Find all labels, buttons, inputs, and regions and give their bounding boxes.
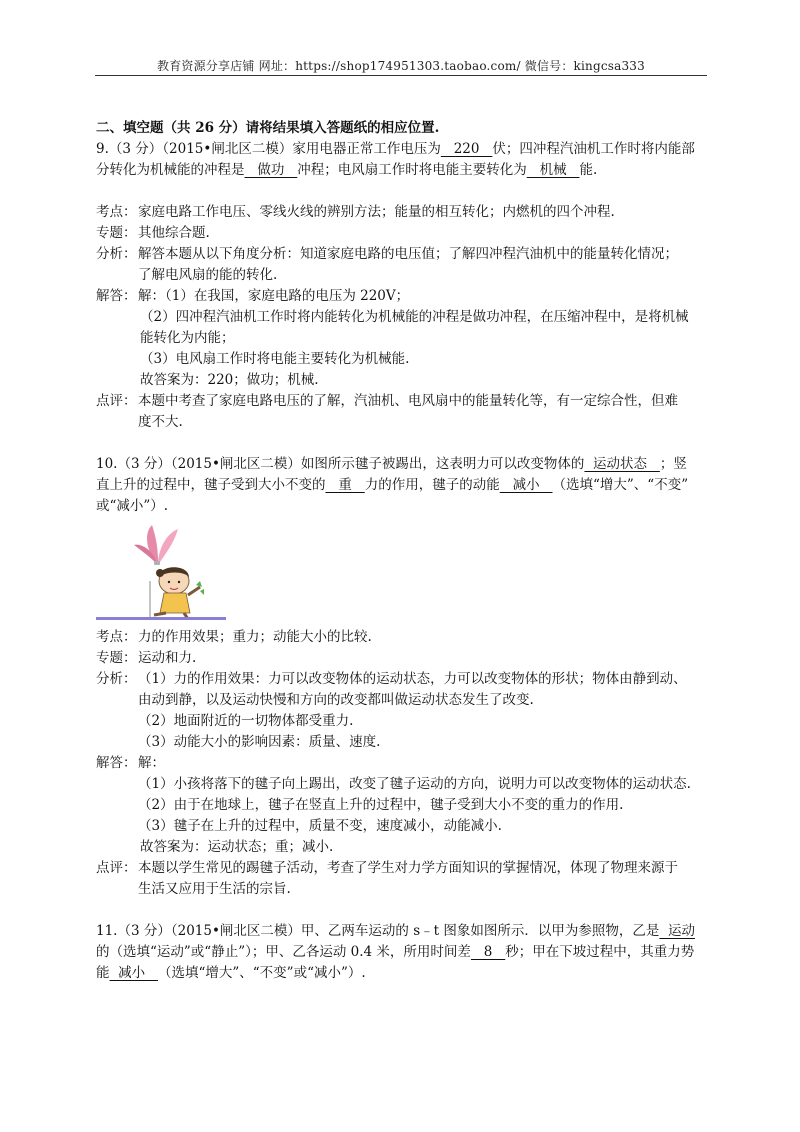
q10-zhuanti: 专题： 运动和力.	[96, 650, 197, 666]
q9-kaodian: 考点： 家庭电路工作电压、零线火线的辨别方法；能量的相互转化；内燃机的四个冲程.	[96, 204, 615, 220]
question-11	[96, 921, 712, 984]
q10-kaodian: 考点： 力的作用效果；重力；动能大小的比较.	[96, 629, 372, 645]
answer-blank: 机械	[526, 162, 580, 178]
q10-fenxi: 分析： （1）力的作用效果：力可以改变物体的运动状态，力可以改变物体的形状；物体由静到动、	[96, 671, 687, 687]
header-rule	[95, 75, 707, 76]
kicking-child-illustration	[96, 521, 226, 621]
section-title: 二、填空题（共 26 分）请将结果填入答题纸的相应位置.	[96, 120, 440, 136]
question-9: 9.（3 分）（2015•闸北区二模）家用电器正常工作电压为 220 伏；四冲程汽油机工作时将内能部 分转化为机械能的冲程是 做功 冲程；电风扇工作时将电能主要转化为 机械 能. 考点： 家庭电路工作电压、零线火线的辨别方法；能量的相互转化；内燃机的四个冲程. 专题： 其他综合题. 分析： 解答本题从以下角度分析：知道家庭电路的电压值；了解四冲程汽油机中的能量转化情况； 了解电风扇的能的转化. 解答： 解：（1）在我国，家庭电路的电压为 220V； （2）四冲程汽油机工作时将内能转化为机械能的冲程是做功冲程，在压缩冲程中，是将机械 能转化为内能； （3）电风扇工作时将电能主要转化为机械能. 故答案为：220；做功；机械. 点评： 本题中考查了家庭电路电压的了解，汽油机、电风扇中的能量转化等，有一定综合性，但难 度不大.	[96, 139, 712, 433]
answer-blank: 做功	[244, 162, 298, 178]
q10-line-3: 或“减小”）.	[96, 498, 169, 514]
q10-dianping: 点评： 本题以学生常见的踢毽子活动，考查了学生对力学方面知识的掌握情况，体现了物理来源于	[96, 860, 678, 876]
q10-jieda: 解答： 解：	[96, 755, 165, 771]
shuttlecock-kick-figure	[96, 521, 226, 621]
answer-blank: 220	[440, 141, 493, 157]
ground-line	[96, 617, 226, 620]
q11-line-1: 11.（3 分）（2015•闸北区二模）甲、乙两车运动的 s﹣t 图象如图所示．以甲为参照物，乙是 运动	[96, 923, 695, 939]
child	[154, 567, 204, 619]
question-10: 10.（3 分）（2015•闸北区二模）如图所示毽子被踢出，这表明力可以改变物体的 运动状态 ；竖 直上升的过程中，毽子受到大小不变的 重 力的作用，毽子的动能 减小 （选填“增大”、“不变” 或“减小”）. 考点： 力的作用效果；重力；动能大小的比较. 专题： 运动和力. 分析： （1）力的作用效果：力可以改变物体的运动状态，力可以改变物体的形状；物体由静到动、 由动到静，以及运动快慢和方向的改变都叫做运动状态发生了改变. （2）地面附近的一切物体都受重力. （3）动能大小的影响因素：质量、速度. 解答： 解： （1）小孩将落下的毽子向上踢出，改变了毽子运动的方向，说明力可以改变物体的运动状态. （2）由于在地球上，毽子在竖直上升的过程中，毽子受到大小不变的重力的作用. （3）毽子在上升的过程中，质量不变，速度减小，动能减小. 故答案为：运动状态；重；减小. 点评： 本题以学生常见的踢毽子活动，考查了学生对力学方面知识的掌握情况，体现了物理来源于 生活又应用于生活的宗旨.	[96, 454, 712, 900]
shuttlecock	[134, 525, 178, 565]
q9-line-1: 9.（3 分）（2015•闸北区二模）家用电器正常工作电压为 220 伏；四冲程汽油机工作时将内能部	[96, 141, 695, 157]
answer-blank: 减小	[109, 965, 158, 981]
answer-blank: 运动状态	[584, 456, 660, 472]
answer-blank: 重	[325, 477, 365, 493]
document-body	[96, 118, 712, 984]
q10-line-1: 10.（3 分）（2015•闸北区二模）如图所示毽子被踢出，这表明力可以改变物体的 运动状态 ；竖	[96, 456, 687, 472]
q9-fenxi: 分析： 解答本题从以下角度分析：知道家庭电路的电压值；了解四冲程汽油机中的能量转化情况；	[96, 246, 678, 262]
page-header: 教育资源分享店铺 网址：https://shop174951303.taobao.com/ 微信号：kingcsa333	[157, 59, 645, 73]
q9-zhuanti: 专题： 其他综合题.	[96, 225, 210, 241]
answer-blank: 8	[470, 944, 506, 960]
q10-line-2: 直上升的过程中，毽子受到大小不变的 重 力的作用，毽子的动能 减小 （选填“增大”、“不变”	[96, 477, 689, 493]
q9-line-2: 分转化为机械能的冲程是 做功 冲程；电风扇工作时将电能主要转化为 机械 能.	[96, 162, 598, 178]
q11-line-2: 的（选填“运动”或“静止”）；甲、乙各运动 0.4 米，所用时间差 8 秒；甲在下坡过程中，其重力势	[96, 944, 695, 960]
answer-blank: 运动	[659, 923, 695, 939]
q9-jieda: 解答： 解：（1）在我国，家庭电路的电压为 220V；	[96, 288, 410, 304]
q11-line-3: 能 减小 （选填“增大”、“不变”或“减小”）.	[96, 965, 366, 981]
answer-blank: 减小	[499, 477, 553, 493]
q9-dianping: 点评： 本题中考查了家庭电路电压的了解，汽油机、电风扇中的能量转化等，有一定综合性，但难	[96, 393, 678, 409]
